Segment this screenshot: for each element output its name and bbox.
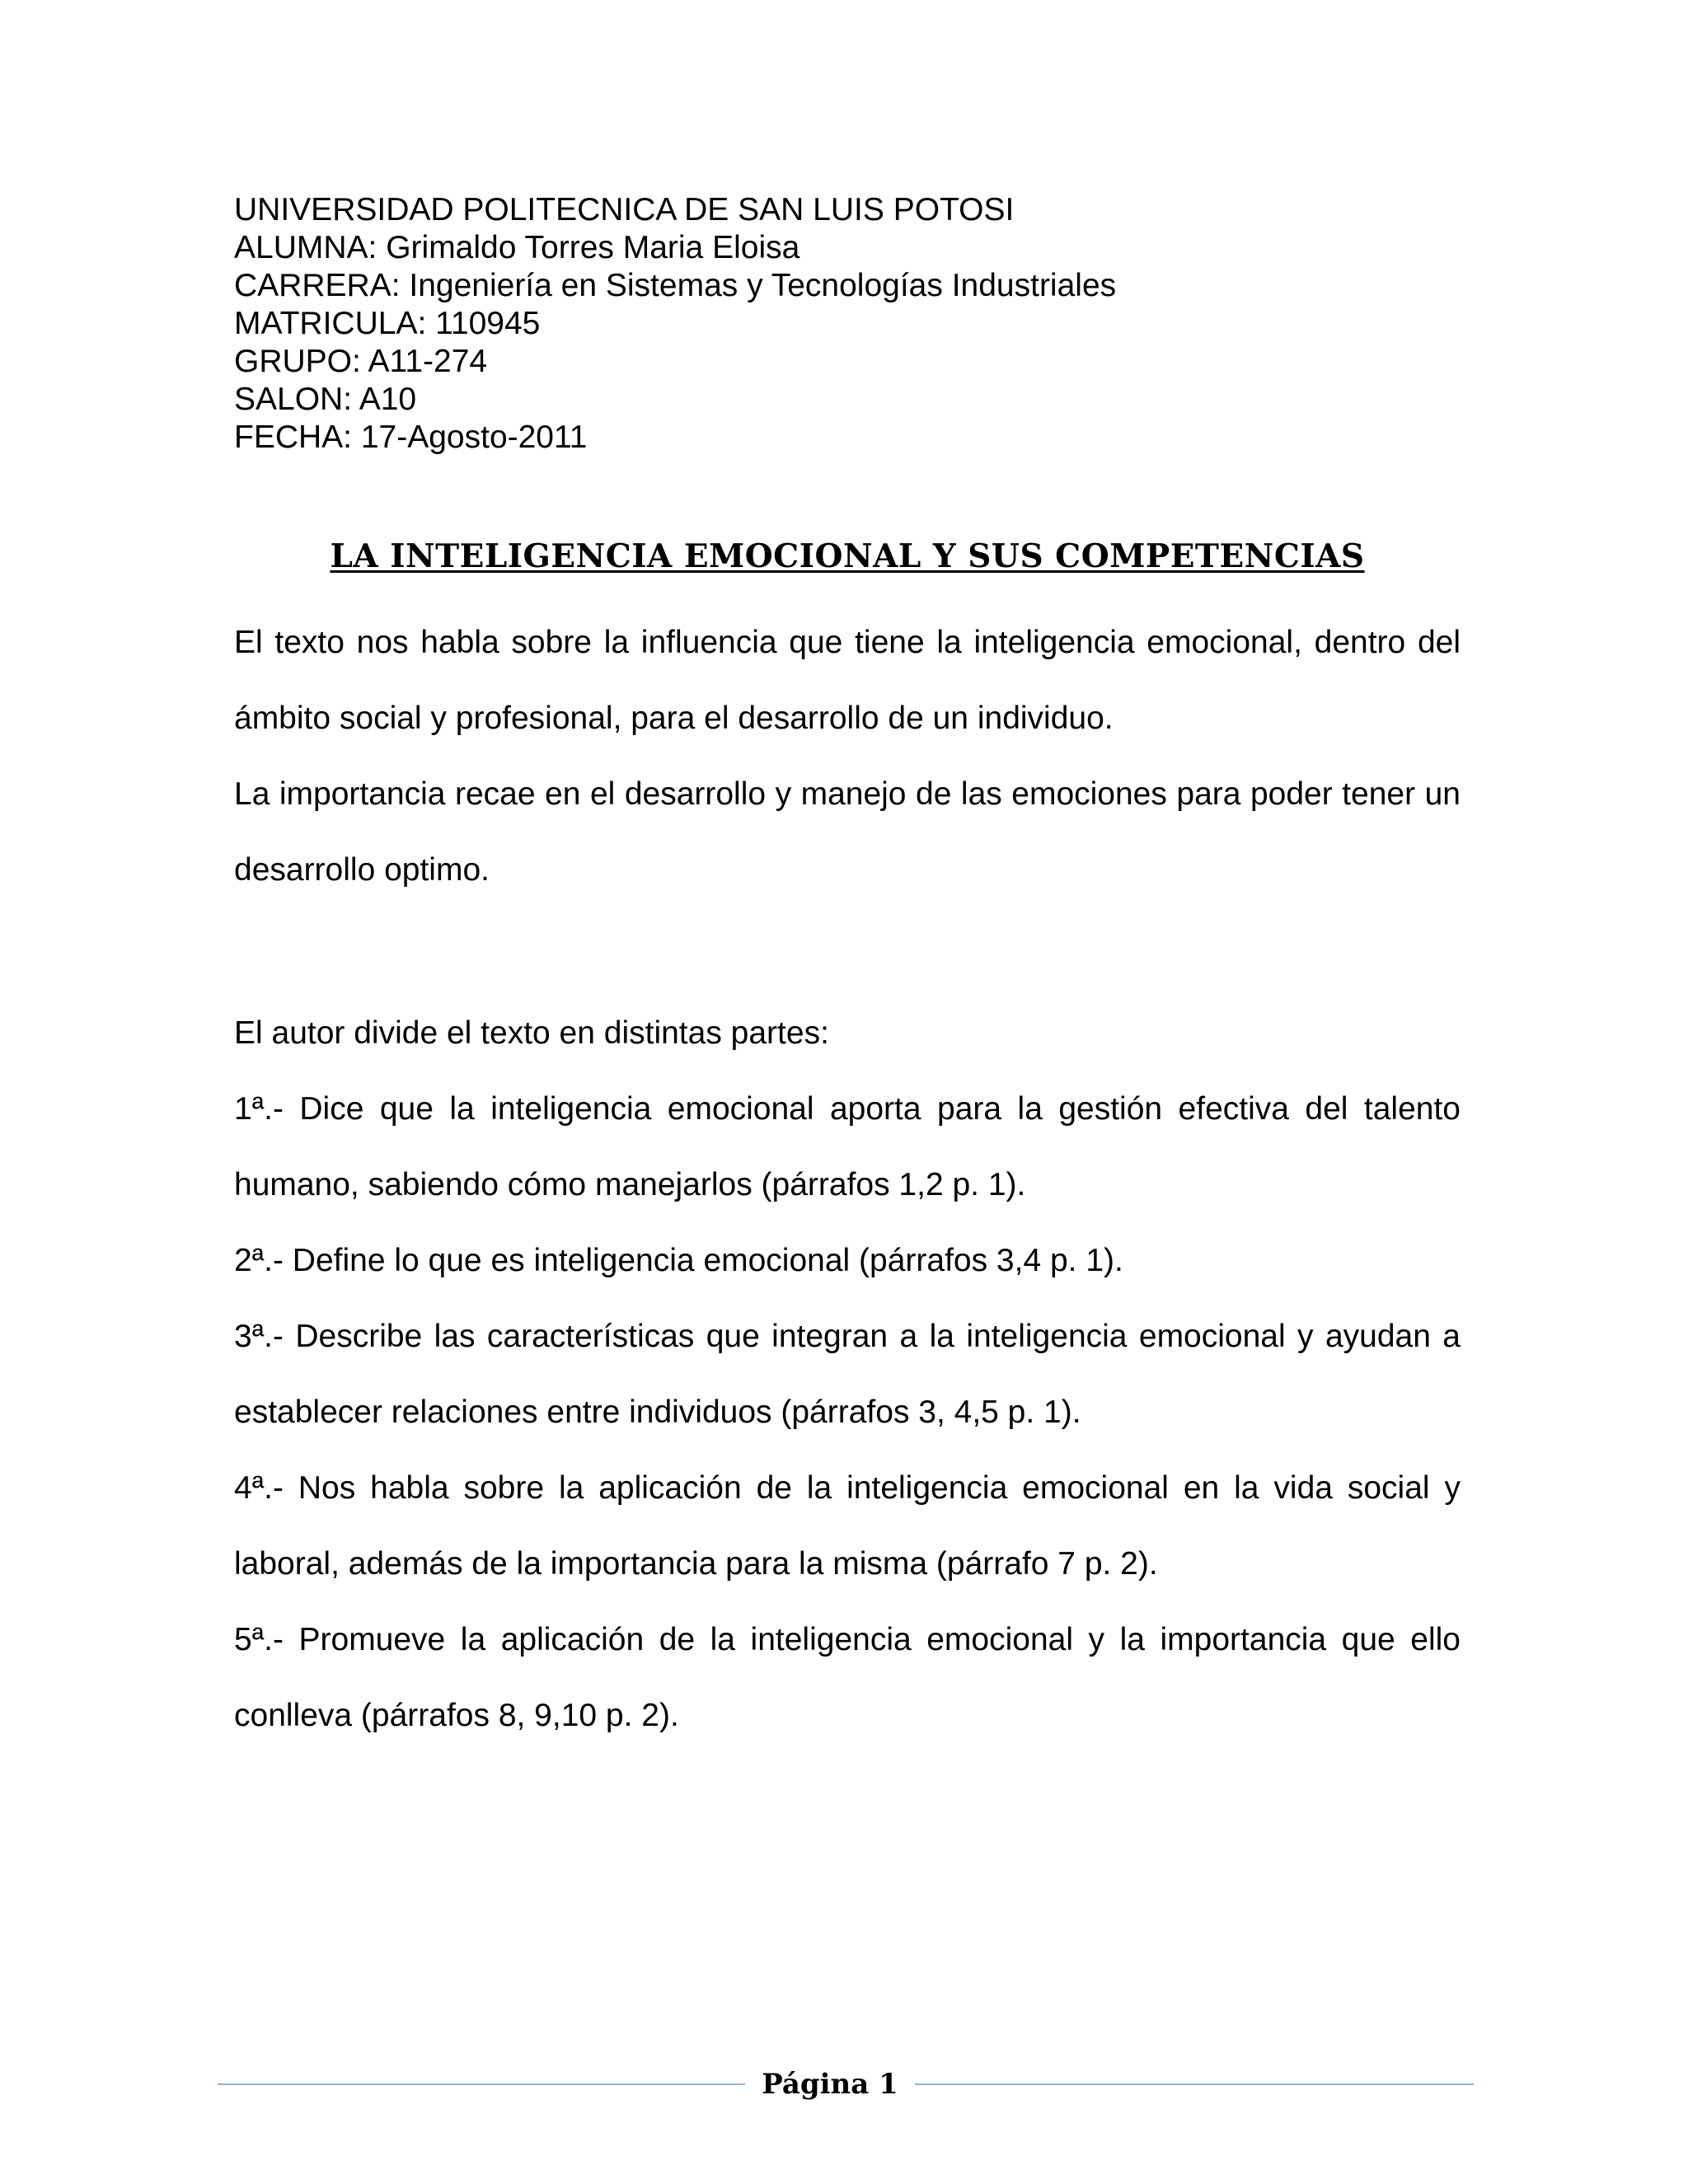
- date: FECHA: 17-Agosto-2011: [234, 419, 588, 455]
- header-block: [234, 191, 1470, 457]
- university-name: UNIVERSIDAD POLITECNICA DE SAN LUIS POTOSI: [234, 192, 1015, 227]
- group: GRUPO: A11-274: [234, 344, 488, 379]
- parts-section: [234, 996, 1461, 1754]
- intro-paragraph-1: El texto nos habla sobre la influencia que tiene la inteligencia emocional, dentro del ámbito social y profesional, para el desarrollo de un individuo.: [234, 625, 1461, 736]
- part-1: 1ª.- Dice que la inteligencia emocional aporta para la gestión efectiva del talento humano, sabiendo cómo manejarlos (párrafos 1,2 p. 1).: [234, 1091, 1461, 1202]
- document-title: LA INTELIGENCIA EMOCIONAL Y SUS COMPETENCIAS: [330, 537, 1365, 575]
- part-3: 3ª.- Describe las características que integran a la inteligencia emocional y ayudan a establecer relaciones entre individuos (párrafos 3, 4,5 p. 1).: [234, 1319, 1461, 1430]
- intro-paragraph-2: La importancia recae en el desarrollo y manejo de las emociones para poder tener un desarrollo optimo.: [234, 776, 1461, 888]
- page-footer: [218, 2062, 1474, 2107]
- enrollment-number: MATRICULA: 110945: [234, 306, 541, 341]
- student-name: ALUMNA: Grimaldo Torres Maria Eloisa: [234, 230, 800, 265]
- footer-rule-left: [218, 2083, 745, 2085]
- part-4: 4ª.- Nos habla sobre la aplicación de la inteligencia emocional en la vida social y laboral, además de la importancia para la misma (párrafo 7 p. 2).: [234, 1470, 1461, 1582]
- part-2: 2ª.- Define lo que es inteligencia emocional (párrafos 3,4 p. 1).: [234, 1243, 1123, 1278]
- part-5: 5ª.- Promueve la aplicación de la inteligencia emocional y la importancia que ello conlleva (párrafos 8, 9,10 p. 2).: [234, 1622, 1461, 1733]
- career: CARRERA: Ingeniería en Sistemas y Tecnologías Industriales: [234, 268, 1117, 303]
- parts-intro: El autor divide el texto en distintas partes:: [234, 1015, 829, 1051]
- footer-rule-right: [915, 2083, 1474, 2085]
- classroom: SALON: A10: [234, 382, 417, 417]
- page-number: Página 1: [762, 2068, 898, 2101]
- intro-section: [234, 605, 1461, 908]
